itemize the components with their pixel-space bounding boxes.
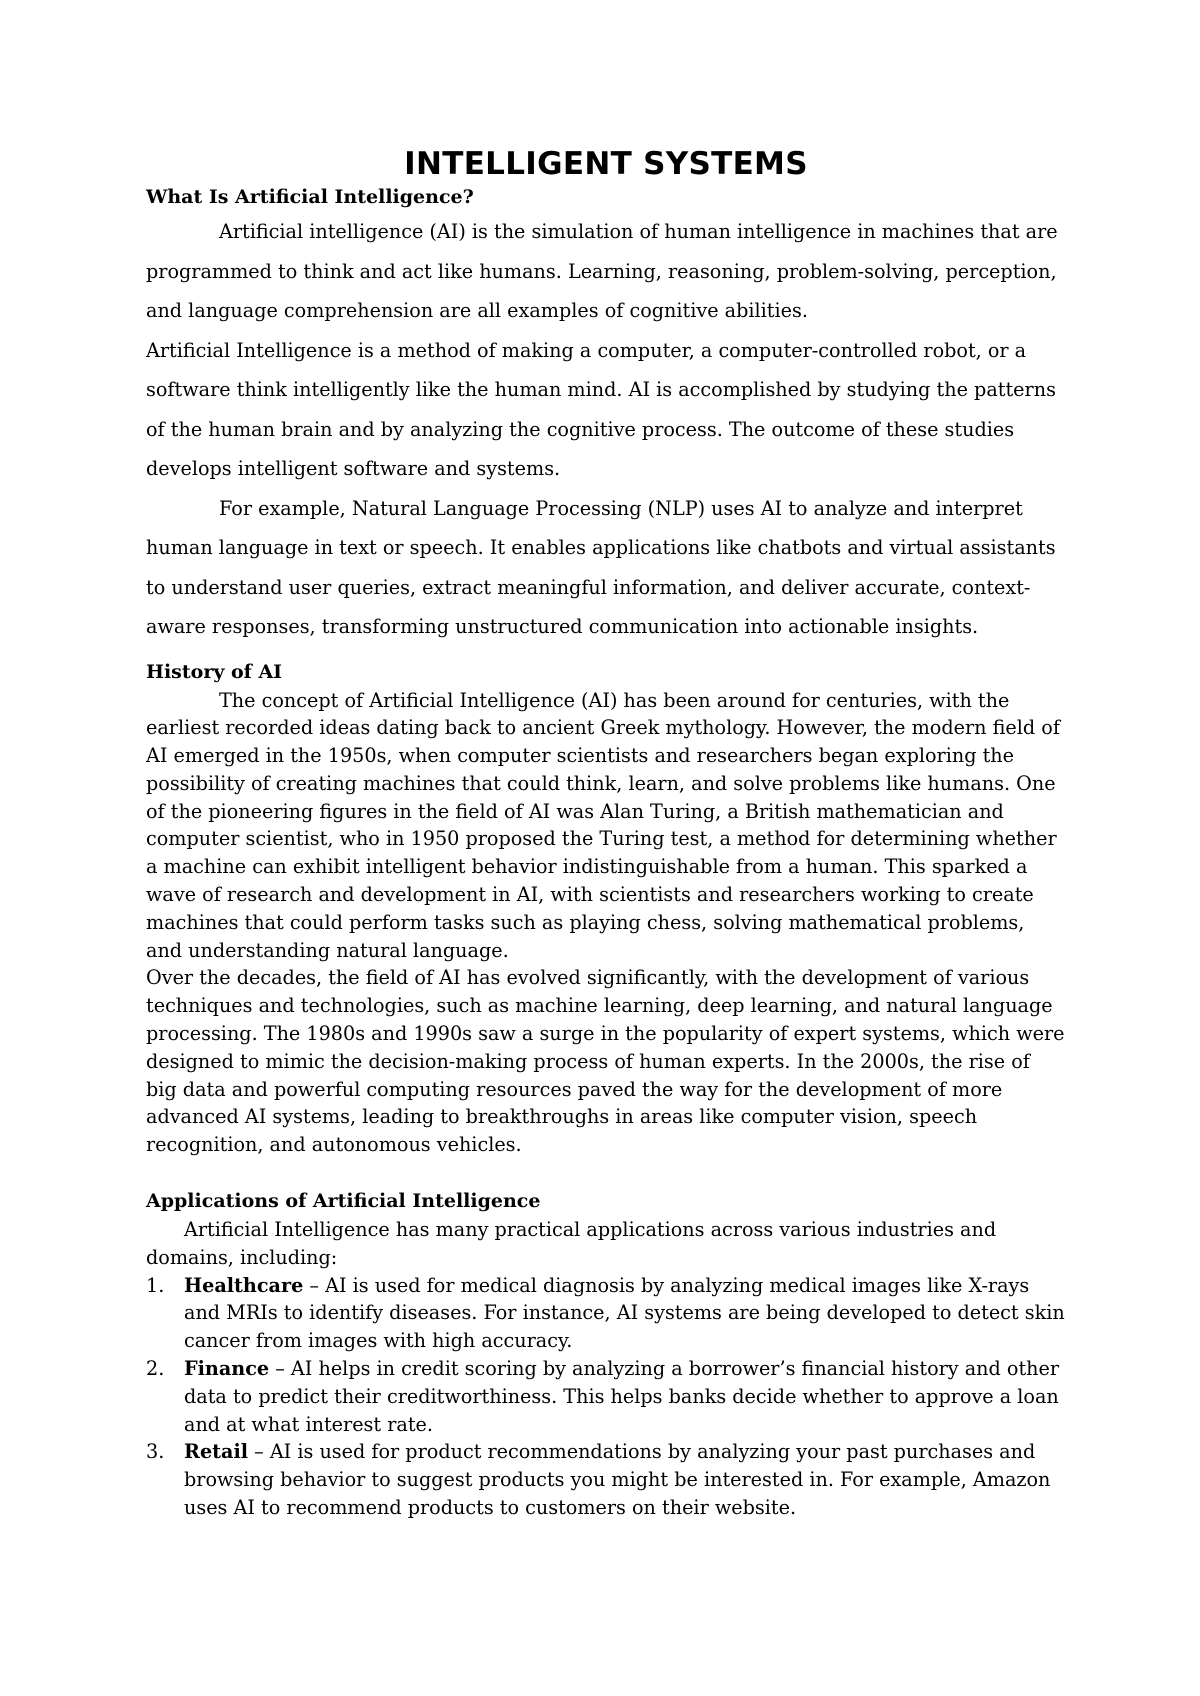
list-item-term: Finance [184,1357,270,1381]
list-number: 2. [146,1357,165,1381]
paragraph-ai-definition: Artificial intelligence (AI) is the simulation of human intelligence in machines that are programmed to think and act like humans. Learning, reasoning, problem-solving, perception, and language comprehension are all examples of cognitive abilities. [146,220,1058,322]
list-item [146,1438,1066,1521]
list-item-text: – AI helps in credit scoring by analyzing a borrower’s financial history and other data to predict their creditworthiness. This helps banks decide whether to approve a loan and at what interest rate. [184,1357,1060,1436]
paragraph-nlp-example: For example, Natural Language Processing (NLP) uses AI to analyze and interpret human language in text or speech. It enables applications like chatbots and virtual assistants to understand user queries, extract meaningful information, and deliver accurate, context-aware responses, transforming unstructured communication into actionable insights. [146,496,1056,638]
heading-history: History of AI [146,660,283,683]
paragraph-ai-method: Artificial Intelligence is a method of making a computer, a computer-controlled robot, or a software think intelligently like the human mind. AI is accomplished by studying the patterns of the human brain and by analyzing the cognitive process. The outcome of these studies develops intelligent software and systems. [146,338,1056,480]
list-item-text: – AI is used for product recommendations by analyzing your past purchases and browsing behavior to suggest products you might be interested in. For example, Amazon uses AI to recommend products to customers on their website. [184,1440,1051,1520]
heading-applications: Applications of Artificial Intelligence [146,1190,541,1213]
list-item [146,1355,1066,1438]
list-item-term: Healthcare [184,1273,304,1297]
list-number: 1. [146,1273,165,1297]
list-item [146,1272,1066,1355]
paragraph-history-origins: The concept of Artificial Intelligence (AI) has been around for centuries, with the earliest recorded ideas dating back to ancient Greek mythology. However, the modern field of AI emerged in the 1950s, when computer scientists and researchers began exploring the possibility of creating machines that could think, learn, and solve problems like humans. One of the pioneering figures in the field of AI was Alan Turing, a British mathematician and computer scientist, who in 1950 proposed the Turing test, a method for determining whether a machine can exhibit intelligent behavior indistinguishable from a human. This sparked a wave of research and development in AI, with scientists and researchers working to create machines that could perform tasks such as playing chess, solving mathematical problems, and understanding natural language. [146,688,1060,962]
list-item-text: – AI is used for medical diagnosis by analyzing medical images like X-rays and MRIs to identify diseases. For instance, AI systems are being developed to detect skin cancer from images with high accuracy. [184,1273,1065,1353]
document-body [146,146,1066,1522]
paragraph-history-evolution: Over the decades, the field of AI has evolved significantly, with the development of various techniques and technologies, such as machine learning, deep learning, and natural language processing. The 1980s and 1990s saw a surge in the popularity of expert systems, which were designed to mimic the decision-making process of human experts. In the 2000s, the rise of big data and powerful computing resources paved the way for the development of more advanced AI systems, leading to breakthroughs in areas like computer vision, speech recognition, and autonomous vehicles. [146,966,1065,1157]
applications-list [146,1272,1066,1522]
document-title: INTELLIGENT SYSTEMS [404,146,808,182]
list-item-term: Retail [184,1440,249,1464]
list-number: 3. [146,1440,165,1464]
heading-what-is-ai: What Is Artificial Intelligence? [146,186,474,208]
paragraph-applications-intro: Artificial Intelligence has many practical applications across various industries and domains, including: [146,1218,997,1269]
